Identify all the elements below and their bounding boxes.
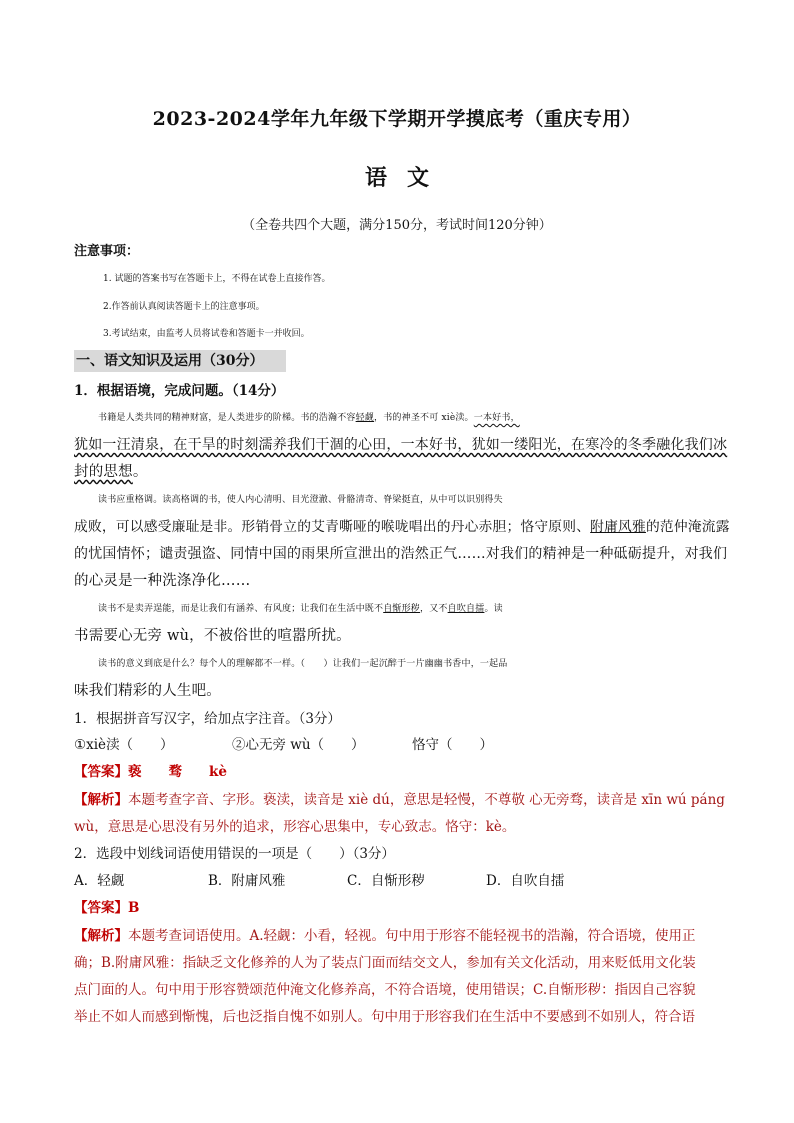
answer-line	[74, 762, 724, 782]
analysis-line: 【解析】本题考查词语使用。A.轻觑：小看，轻视。句中用于形容不能轻视书的浩瀚，符合语境，使用正	[74, 928, 696, 944]
wavy-underlined-sentence: 一本好书，	[473, 413, 520, 423]
option: ②心无旁 wù（ ）	[232, 737, 365, 753]
passage-line: 的心灵是一种洗涤净化……	[74, 573, 251, 589]
notice-item: 3.考试结束，由监考人员将试卷和答题卡一并收回。	[103, 329, 310, 339]
question-1-stem: 1．根据语境，完成问题。（14分）	[74, 383, 285, 399]
exam-meta: （全卷共四个大题，满分150分，考试时间120分钟）	[242, 218, 552, 233]
underlined-word: 自惭形秽	[383, 604, 421, 614]
analysis-line: 举止不如人而感到惭愧，后也泛指自愧不如别人。句中用于形容我们在生活中不要感到不如别人，符合语	[74, 1009, 695, 1025]
underlined-word: 自吹自擂	[447, 604, 485, 614]
passage-line: 书籍是人类共同的精神财富，是人类进步的阶梯。书的浩瀚不容轻觑，书的神圣不可 xiè渎。一本好书，	[98, 413, 520, 423]
option: C．自惭形秽	[347, 873, 425, 889]
wavy-underlined-sentence: 犹如一汪清泉，在干旱的时刻濡养我们干涸的心田，一本好书，犹如一缕阳光，在寒冷的冬季融化我们冰	[74, 437, 728, 453]
notice-item: 2.作答前认真阅读答题卡上的注意事项。	[103, 302, 265, 312]
underlined-word: 附庸风雅	[590, 519, 646, 535]
sub-question-1-stem: 1．根据拼音写汉字，给加点字注音。（3分）	[74, 711, 341, 727]
section-heading: 一、语文知识及运用（30分）	[74, 350, 286, 372]
passage-line: 读书的意义到底是什么？每个人的理解都不一样。（ ）让我们一起沉醉于一片幽幽书香中，一起品	[98, 659, 508, 669]
option: B．附庸风雅	[208, 873, 286, 889]
notice-item: 1. 试题的答案书写在答题卡上，不得在试卷上直接作答。	[103, 274, 331, 284]
answer-tag: 【答案】	[74, 900, 128, 916]
option: 恪守（ ）	[412, 737, 493, 753]
subject-title: 语文	[364, 165, 449, 191]
option: ①xiè渎（ ）	[74, 737, 174, 753]
passage-line: 书需要心无旁 wù，不被俗世的喧嚣所扰。	[74, 628, 351, 644]
passage-line: 成败，可以感受廉耻是非。形销骨立的艾青嘶哑的喉咙唱出的丹心赤胆；恪守原则、附庸风雅的范仲淹流露	[74, 519, 730, 535]
underlined-word: 轻觑	[355, 413, 375, 423]
passage-line: 读书不是卖弄逞能，而是让我们有涵养、有风度；让我们在生活中既不自惭形秽，又不自吹自擂。读	[98, 604, 503, 614]
analysis-line: wù，意思是心思没有另外的追求，形容心思集中，专心致志。恪守：kè。	[74, 819, 516, 835]
passage-line: 读书应重格调。读高格调的书，使人内心清明、目光澄澈、骨骼清奇、脊梁挺直，从中可以识别得失	[98, 495, 503, 505]
passage-line: 封的思想。	[74, 464, 148, 480]
analysis-tag: 【解析】	[74, 928, 128, 944]
answer-line	[74, 898, 724, 918]
option: A．轻觑	[74, 873, 125, 889]
notice-heading: 注意事项：	[74, 244, 140, 259]
passage-line: 味我们精彩的人生吧。	[74, 683, 221, 699]
analysis-tag: 【解析】	[74, 792, 128, 808]
answer-text: 亵 骛 kè	[128, 764, 227, 780]
analysis-line: 确；B.附庸风雅：指缺乏文化修养的人为了装点门面而结交文人，参加有关文化活动，用来贬低用文化装	[74, 955, 696, 971]
answer-text: B	[128, 900, 140, 916]
answer-tag: 【答案】	[74, 764, 128, 780]
analysis-line: 【解析】本题考查字音、字形。亵渎，读音是 xiè dú，意思是轻慢，不尊敬 心无旁骛，读音是 xīn wú páng	[74, 792, 725, 808]
wavy-underlined-sentence: 封的思想	[74, 464, 133, 480]
passage-line	[74, 435, 728, 455]
passage-line: 的忧国情怀；谴责强盗、同情中国的雨果所宣泄出的浩然正气……对我们的精神是一种砥砺提升，对我们	[74, 546, 728, 562]
analysis-line: 点门面的人。句中用于形容赞颂范仲淹文化修养高，不符合语境，使用错误；C.自惭形秽：指因自己容貌	[74, 982, 696, 998]
option: D．自吹自擂	[486, 873, 565, 889]
sub-question-2-stem: 2．选段中划线词语使用错误的一项是（ ）（3分）	[74, 846, 395, 862]
page-title: 2023-2024学年九年级下学期开学摸底考（重庆专用）	[152, 108, 642, 130]
